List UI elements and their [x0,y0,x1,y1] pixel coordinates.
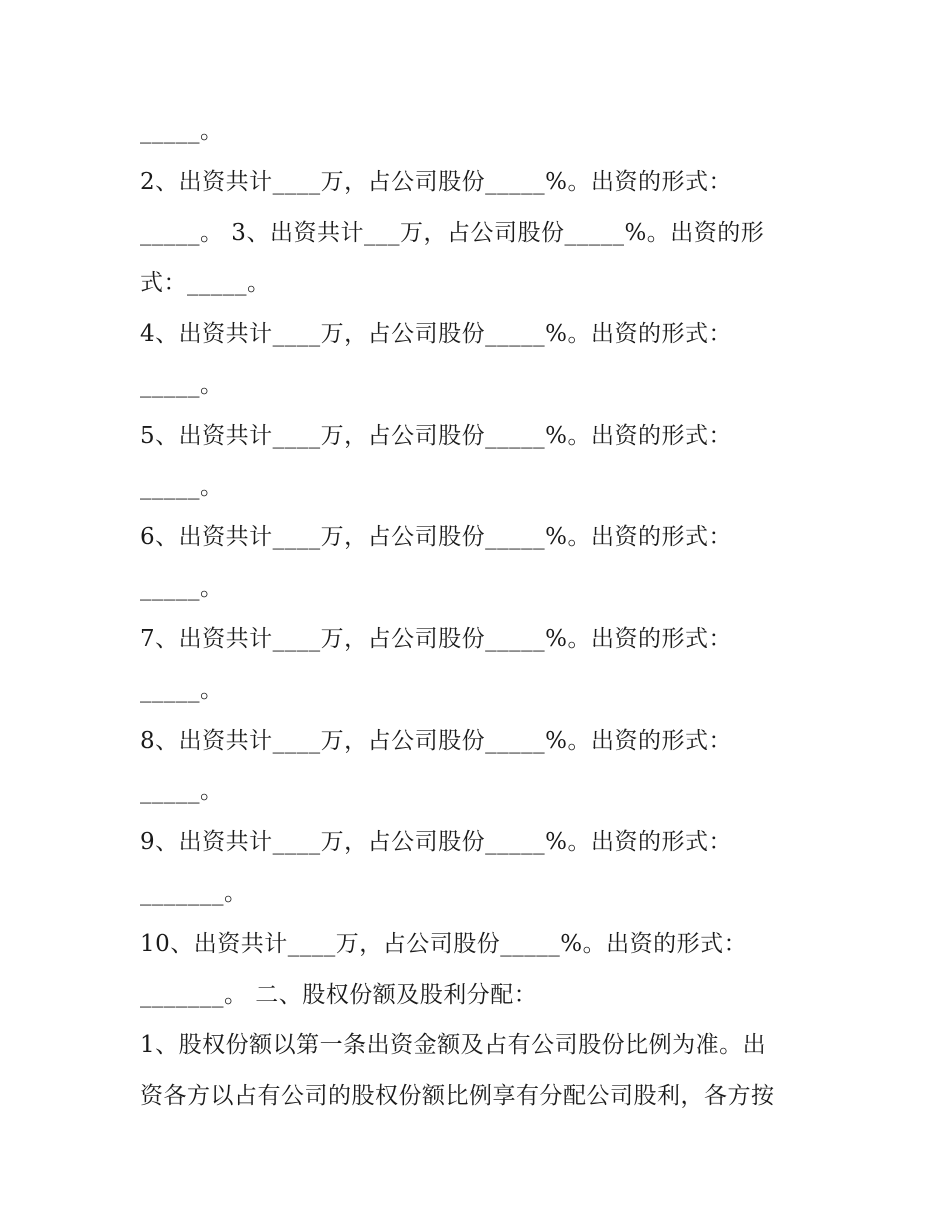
text-line: 式：_____。 [140,270,271,297]
text-line: _____。 [140,575,224,602]
text-line: _____。 3、出资共计___万，占公司股份_____%。出资的形 [140,219,765,246]
text-line: 1、股权份额以第一条出资金额及占有公司股份比例为准。出 [140,1032,767,1059]
text-line: 6、出资共计____万，占公司股份_____%。出资的形式： [140,524,732,551]
text-line: _____。 [140,473,224,500]
text-line: 4、出资共计____万，占公司股份_____%。出资的形式： [140,321,732,348]
text-line: 资各方以占有公司的股权份额比例享有分配公司股利，各方按 [140,1083,775,1110]
text-line: _______。 [140,879,248,906]
text-line: 7、出资共计____万，占公司股份_____%。出资的形式： [140,625,732,652]
text-line: _____。 [140,676,224,703]
text-line: _____。 [140,371,224,398]
text-line: 2、出资共计____万，占公司股份_____%。出资的形式： [140,168,732,195]
text-line: 9、出资共计____万，占公司股份_____%。出资的形式： [140,829,732,856]
text-line: 10、出资共计____万，占公司股份_____%。出资的形式： [140,930,748,957]
text-line: _____。 [140,778,224,805]
document-body [140,106,830,1122]
text-line: 5、出资共计____万，占公司股份_____%。出资的形式： [140,422,732,449]
text-line: 8、出资共计____万，占公司股份_____%。出资的形式： [140,727,732,754]
text-line: _____。 [140,118,224,144]
text-line: _______。 二、股权份额及股利分配： [140,981,538,1008]
